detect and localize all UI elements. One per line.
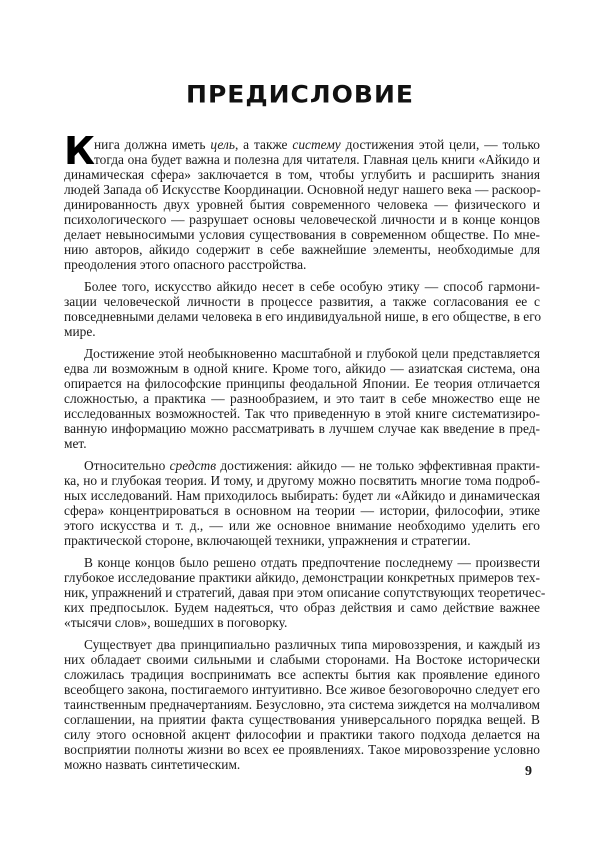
text-line: сложностью, а практика — разнообразием, и это таит в себе множество еще не (64, 391, 540, 406)
page-number: 9 (525, 764, 532, 779)
text-line: динированность двух уровней бытия современного человека — физического и (64, 197, 540, 212)
text-line: делает невыносимыми условия существования в современном обществе. По мне- (64, 227, 540, 242)
text-segment: Относительно (84, 458, 170, 473)
italic-text: цель (210, 137, 235, 152)
text-segment: , а также (234, 137, 293, 152)
text-line: можно назвать синтетическим. (64, 757, 241, 772)
text-line: людей Запада об Искусстве Координации. Основной недуг нашего века — раскоор- (64, 182, 541, 197)
paragraph (64, 346, 540, 451)
text-line: соглашении, на приятии факта существования универсального порядка вещей. В (64, 712, 540, 727)
text-line: мире. (64, 324, 96, 339)
text-line: едва ли возможным в одной книге. Кроме того, айкидо — азиатская система, она (64, 361, 540, 376)
text-line: тогда она будет важна и полезна для читателя. Главная цель книги «Айкидо и (94, 152, 540, 167)
text-line: практической стороне, включающей техники, упражнения и стратегии. (64, 533, 471, 548)
paragraph (64, 458, 540, 548)
text-line: ка, но и глубокая теория. И тому, и другому можно посвятить многие тома подроб- (64, 473, 540, 488)
text-line: динамическая сфера» заключается в том, чтобы углубить и расширить знания (64, 167, 540, 182)
text-line: «тысячи слов», вошедших в поговорку. (64, 615, 288, 630)
text-line: силу этого основной акцент философии и практики такого подхода делается на (64, 727, 540, 742)
text-segment: достижения этой цели, — только (340, 137, 540, 152)
paragraph (64, 637, 540, 772)
text-line: ных исследований. Нам приходилось выбирать: будет ли «Айкидо и динамическая (64, 488, 540, 503)
text-line: этого искусства и т. д., — или же основное внимание необходимо уделить его (64, 518, 540, 533)
text-line: нию авторов, айкидо содержит в себе важнейшие элементы, необходимые для (64, 242, 540, 257)
text-line: мет. (64, 436, 87, 451)
text-line: Достижение этой необыкновенно масштабной и глубокой цели представляется (84, 346, 540, 361)
text-line (64, 137, 540, 152)
text-line: всеобщего закона, постигаемого интуитивно. Все живое безоговорочно следует его (64, 682, 540, 697)
text-line: опирается на философские принципы феодальной Японии. Ее теория отличается (64, 376, 540, 391)
text-line (64, 458, 540, 473)
text-line: преодоления этого опасного расстройства. (64, 257, 307, 272)
text-segment: нига должна иметь (94, 137, 211, 152)
text-line: В конце концов было решено отдать предпочтение последнему — произвести (84, 555, 540, 570)
text-line: психологического — разрушает основы человеческой личности и в конце концов (64, 212, 540, 227)
text-line: глубокое исследование практики айкидо, демонстрации конкретных примеров тех- (64, 570, 540, 585)
text-line: ник, упражнений и стратегий, давая при этом описание сопутствующих теоретичес- (64, 585, 546, 600)
text-line: них обладает своими сильными и слабыми сторонами. На Востоке исторически (64, 652, 540, 667)
text-line: ванную информацию можно рассматривать в лучшем случае как введение в пред- (64, 421, 540, 436)
text-line: Существует два принципиально различных типа мировоззрения, и каждый из (84, 637, 540, 652)
italic-text: систему (292, 137, 341, 152)
text-line: повседневными делами человека в его индивидуальной нише, в его обществе, в его (64, 309, 542, 324)
text-line: восприятии полноты жизни во всех ее проявлениях. Такое мировоззрение условно (64, 742, 540, 757)
italic-text: средств (169, 458, 217, 473)
text-line: сфера» концентрироваться в основном на теории — истории, философии, этике (64, 503, 540, 518)
chapter-title: ПРЕДИСЛОВИЕ (186, 80, 414, 109)
text-line: таинственным предначертаниям. Безусловно, эта система зиждется на молчаливом (64, 697, 540, 712)
paragraph (64, 279, 540, 339)
text-segment: достижения: айкидо — не только эффективная практи- (216, 458, 540, 473)
body-text (64, 129, 546, 772)
paragraph (64, 555, 546, 630)
text-line: исследованных возможностей. Так что приведенную в этой книге систематизиро- (64, 406, 540, 421)
text-line: ких предпосылок. Будем надеяться, что образ действия и само действие важнее (64, 600, 540, 615)
text-line: Более того, искусство айкидо несет в себе особую этику — способ гармони- (84, 279, 540, 294)
paragraph (64, 129, 541, 272)
drop-cap: К (64, 129, 96, 173)
text-line: сложилась традиция воспринимать все аспекты бытия как проявление единого (64, 667, 540, 682)
text-line: зации человеческой личности в процессе развития, а также согласования ее с (64, 294, 540, 309)
